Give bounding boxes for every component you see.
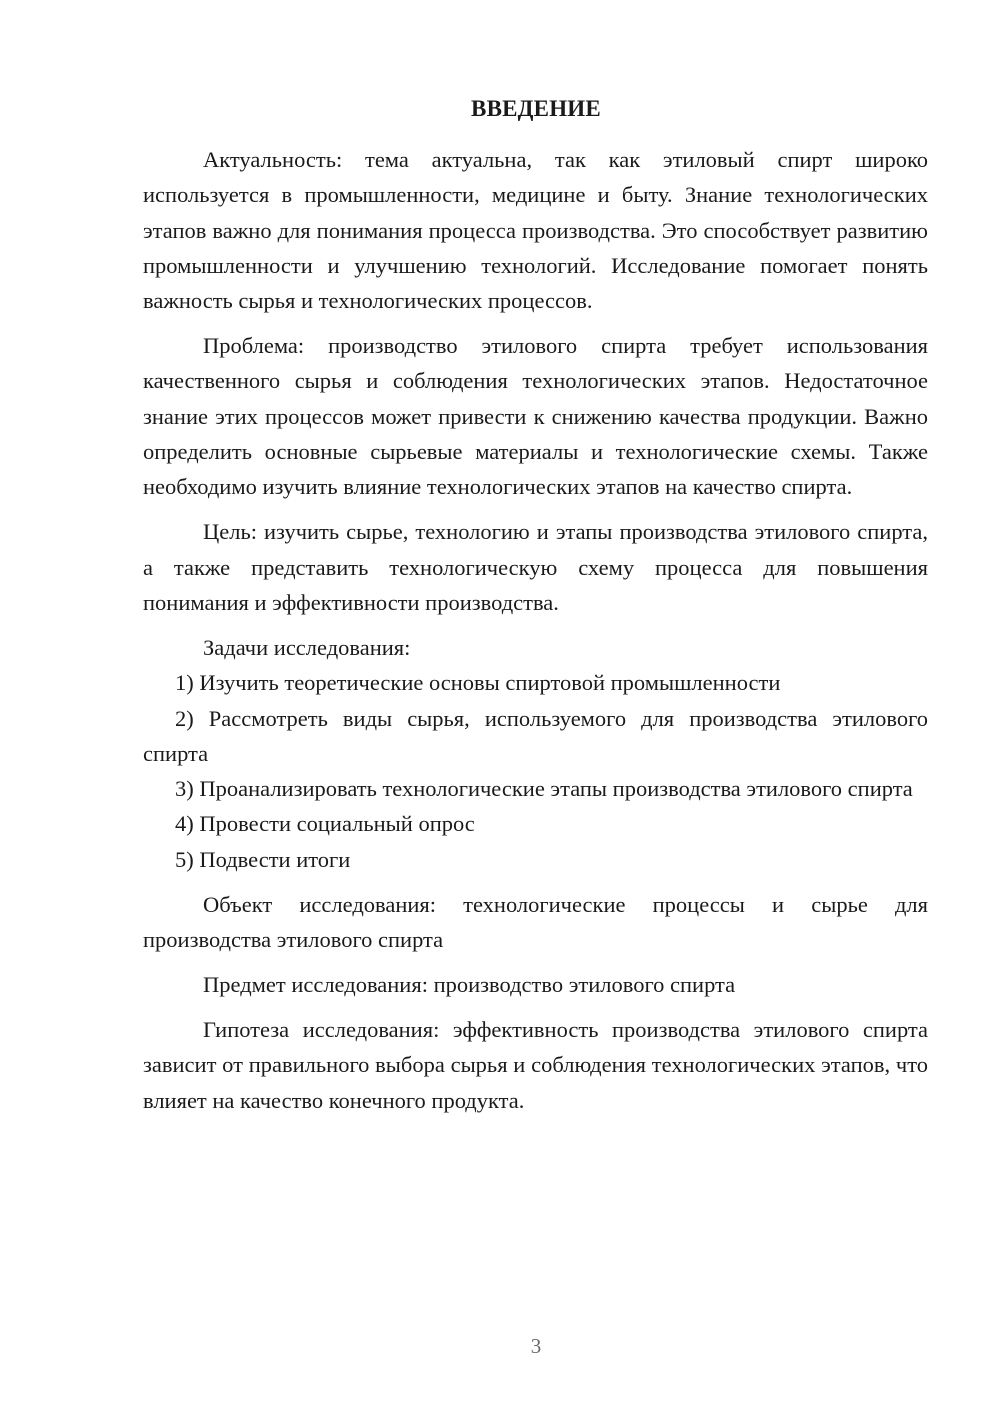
paragraph-subject: Предмет исследования: производство этилового спирта	[203, 971, 736, 997]
task-item-3: 3) Проанализировать технологические этапы производства этилового спирта	[175, 776, 913, 802]
paragraph-relevance: Актуальность: тема актуальна, так как этиловый спирт широко используется в промышленности, медицине и быту. Знание технологических этапов важно для понимания процесса производства. Это способствует развитию промышленности и улучшению технологий. Исследование помогает понять важность сырья и технологических процессов.	[143, 147, 928, 314]
task-item-5: 5) Подвести итоги	[175, 846, 351, 872]
task-item-1: 1) Изучить теоретические основы спиртовой промышленности	[175, 670, 781, 696]
page-number: 3	[530, 1334, 542, 1358]
paragraph-problem: Проблема: производство этилового спирта требует использования качественного сырья и соблюдения технологических этапов. Недостаточное знание этих процессов может привести к снижению качества продукции. Важно определить основные сырьевые материалы и технологические схемы. Также необходимо изучить влияние технологических этапов на качество спирта.	[143, 333, 928, 500]
paragraph-object: Объект исследования: технологические процессы и сырье для производства этилового спирта	[143, 891, 928, 952]
task-item-2: 2) Рассмотреть виды сырья, используемого для производства этилового спирта	[143, 705, 928, 766]
page-title: ВВЕДЕНИЕ	[471, 96, 601, 121]
paragraph-tasks-heading: Задачи исследования:	[203, 634, 411, 660]
paragraph-hypothesis: Гипотеза исследования: эффективность производства этилового спирта зависит от правильного выбора сырья и соблюдения технологических этапов, что влияет на качество конечного продукта.	[143, 1016, 928, 1113]
paragraph-goal: Цель: изучить сырье, технологию и этапы производства этилового спирта, а также представить технологическую схему процесса для повышения понимания и эффективности производства.	[143, 519, 928, 615]
task-item-4: 4) Провести социальный опрос	[175, 811, 475, 837]
document-body	[143, 142, 928, 1118]
